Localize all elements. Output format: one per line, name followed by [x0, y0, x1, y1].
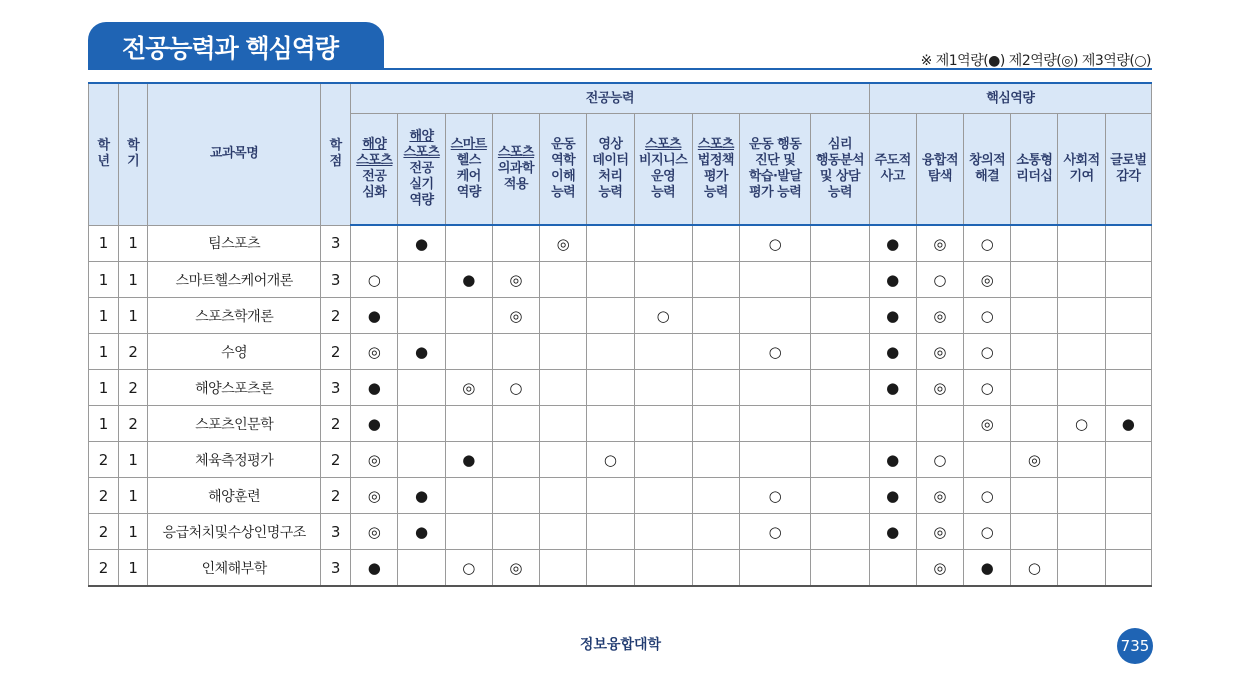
cell-semester: 2: [119, 334, 148, 370]
cell-competency-mark: [740, 370, 811, 406]
cell-competency-mark: ○: [587, 442, 634, 478]
cell-credit: 2: [321, 478, 351, 514]
cell-competency-mark: [1105, 334, 1151, 370]
table-row: [89, 370, 1152, 406]
cell-competency-mark: ◎: [916, 514, 963, 550]
cell-competency-mark: ●: [398, 514, 445, 550]
cell-competency-mark: ○: [740, 334, 811, 370]
cell-competency-mark: [740, 550, 811, 587]
cell-competency-mark: ◎: [492, 262, 539, 298]
cell-competency-mark: [540, 442, 587, 478]
cell-competency-mark: ●: [1105, 406, 1151, 442]
cell-competency-mark: ◎: [916, 370, 963, 406]
page-number: 735: [1117, 628, 1153, 664]
cell-competency-mark: ◎: [351, 514, 398, 550]
cell-competency-mark: [587, 370, 634, 406]
cell-competency-mark: ○: [916, 262, 963, 298]
cell-competency-mark: [964, 442, 1011, 478]
cell-credit: 3: [321, 225, 351, 262]
cell-competency-mark: [811, 514, 869, 550]
cell-competency-mark: [811, 225, 869, 262]
cell-competency-mark: [811, 262, 869, 298]
cell-credit: 3: [321, 370, 351, 406]
cell-competency-mark: [634, 550, 692, 587]
cell-credit: 3: [321, 550, 351, 587]
cell-competency-mark: [692, 406, 739, 442]
header-major-col: 운동 행동 진단 및 학습·발달 평가 능력: [740, 114, 811, 226]
cell-competency-mark: ○: [1058, 406, 1105, 442]
cell-competency-mark: [492, 478, 539, 514]
header-major-col: 심리 행동분석 및 상담 능력: [811, 114, 869, 226]
cell-competency-mark: [351, 225, 398, 262]
cell-year: 1: [89, 262, 119, 298]
cell-competency-mark: [1105, 514, 1151, 550]
cell-competency-mark: [540, 370, 587, 406]
cell-competency-mark: [587, 514, 634, 550]
cell-competency-mark: ○: [964, 225, 1011, 262]
cell-competency-mark: [587, 406, 634, 442]
cell-year: 2: [89, 478, 119, 514]
cell-competency-mark: ○: [351, 262, 398, 298]
cell-competency-mark: [634, 478, 692, 514]
cell-competency-mark: ◎: [916, 298, 963, 334]
cell-competency-mark: [1058, 442, 1105, 478]
cell-competency-mark: [540, 334, 587, 370]
cell-competency-mark: [445, 298, 492, 334]
cell-competency-mark: [398, 442, 445, 478]
cell-competency-mark: [1058, 298, 1105, 334]
cell-subject: 응급처치및수상인명구조: [148, 514, 321, 550]
cell-competency-mark: [811, 406, 869, 442]
cell-competency-mark: ●: [869, 370, 916, 406]
cell-competency-mark: ◎: [540, 225, 587, 262]
header-major-group: 전공능력: [351, 83, 869, 114]
cell-competency-mark: [692, 370, 739, 406]
cell-competency-mark: [869, 550, 916, 587]
cell-year: 1: [89, 298, 119, 334]
cell-competency-mark: [740, 298, 811, 334]
cell-competency-mark: [540, 262, 587, 298]
cell-competency-mark: [634, 442, 692, 478]
cell-competency-mark: [540, 478, 587, 514]
header-core-col: 소통형 리더십: [1011, 114, 1058, 226]
cell-competency-mark: [1105, 262, 1151, 298]
cell-competency-mark: [445, 225, 492, 262]
cell-competency-mark: ◎: [445, 370, 492, 406]
cell-competency-mark: [540, 298, 587, 334]
cell-competency-mark: [445, 406, 492, 442]
cell-competency-mark: ○: [964, 298, 1011, 334]
cell-competency-mark: [1105, 478, 1151, 514]
cell-competency-mark: ○: [964, 478, 1011, 514]
header-core-col: 사회적 기여: [1058, 114, 1105, 226]
table-row: [89, 334, 1152, 370]
cell-competency-mark: [398, 370, 445, 406]
cell-competency-mark: [634, 370, 692, 406]
cell-competency-mark: ◎: [964, 406, 1011, 442]
cell-competency-mark: ●: [445, 262, 492, 298]
cell-competency-mark: ◎: [916, 478, 963, 514]
page-title: 전공능력과 핵심역량: [122, 34, 339, 63]
cell-competency-mark: ◎: [964, 262, 1011, 298]
cell-competency-mark: ●: [398, 334, 445, 370]
table-row: [89, 442, 1152, 478]
cell-semester: 1: [119, 478, 148, 514]
cell-competency-mark: [398, 262, 445, 298]
header-major-col: 영상 데이터 처리 능력: [587, 114, 634, 226]
cell-competency-mark: ◎: [916, 225, 963, 262]
cell-competency-mark: [1105, 550, 1151, 587]
cell-competency-mark: [634, 262, 692, 298]
cell-competency-mark: [692, 478, 739, 514]
header-core-col: 창의적 해결: [964, 114, 1011, 226]
cell-competency-mark: [540, 514, 587, 550]
cell-competency-mark: ●: [869, 298, 916, 334]
cell-competency-mark: [740, 262, 811, 298]
cell-competency-mark: [492, 406, 539, 442]
cell-competency-mark: ◎: [351, 442, 398, 478]
cell-competency-mark: [740, 406, 811, 442]
cell-competency-mark: ○: [964, 370, 1011, 406]
table-row: [89, 262, 1152, 298]
cell-competency-mark: [540, 550, 587, 587]
cell-competency-mark: ○: [634, 298, 692, 334]
cell-competency-mark: [398, 550, 445, 587]
cell-competency-mark: ●: [398, 225, 445, 262]
cell-competency-mark: [740, 442, 811, 478]
cell-competency-mark: [1011, 478, 1058, 514]
table-row: [89, 298, 1152, 334]
table-row: [89, 550, 1152, 587]
cell-competency-mark: ◎: [916, 550, 963, 587]
cell-semester: 1: [119, 442, 148, 478]
cell-competency-mark: ◎: [916, 334, 963, 370]
cell-competency-mark: [811, 370, 869, 406]
cell-competency-mark: [445, 334, 492, 370]
cell-competency-mark: [398, 298, 445, 334]
cell-subject: 체육측정평가: [148, 442, 321, 478]
cell-credit: 3: [321, 262, 351, 298]
cell-competency-mark: [1105, 370, 1151, 406]
cell-competency-mark: ○: [492, 370, 539, 406]
cell-competency-mark: [587, 298, 634, 334]
cell-competency-mark: [1011, 370, 1058, 406]
cell-competency-mark: [634, 334, 692, 370]
cell-competency-mark: [1011, 406, 1058, 442]
cell-competency-mark: [692, 550, 739, 587]
header-major-col: 해양 스포츠 전공 실기 역량: [398, 114, 445, 226]
cell-competency-mark: ●: [351, 298, 398, 334]
cell-competency-mark: [692, 514, 739, 550]
cell-competency-mark: ○: [740, 478, 811, 514]
cell-competency-mark: [1011, 262, 1058, 298]
cell-year: 2: [89, 442, 119, 478]
cell-competency-mark: [869, 406, 916, 442]
cell-competency-mark: ○: [916, 442, 963, 478]
cell-competency-mark: ●: [351, 370, 398, 406]
cell-semester: 1: [119, 225, 148, 262]
cell-competency-mark: ○: [740, 514, 811, 550]
header-major-col: 스포츠 법정책 평가 능력: [692, 114, 739, 226]
cell-competency-mark: [811, 442, 869, 478]
cell-competency-mark: [692, 298, 739, 334]
cell-competency-mark: [587, 478, 634, 514]
cell-semester: 2: [119, 370, 148, 406]
cell-competency-mark: [445, 478, 492, 514]
header-subject: 교과목명: [148, 83, 321, 225]
cell-competency-mark: [492, 514, 539, 550]
cell-credit: 3: [321, 514, 351, 550]
cell-subject: 해양훈련: [148, 478, 321, 514]
competency-table: [88, 82, 1152, 587]
table-row: [89, 514, 1152, 550]
table-row: [89, 478, 1152, 514]
cell-competency-mark: [634, 406, 692, 442]
cell-competency-mark: [692, 225, 739, 262]
cell-year: 2: [89, 550, 119, 587]
cell-competency-mark: ◎: [1011, 442, 1058, 478]
cell-competency-mark: [1058, 262, 1105, 298]
cell-competency-mark: ◎: [492, 550, 539, 587]
cell-competency-mark: [540, 406, 587, 442]
cell-competency-mark: [1058, 225, 1105, 262]
cell-competency-mark: [587, 334, 634, 370]
cell-semester: 1: [119, 262, 148, 298]
header-credit: 학 점: [321, 83, 351, 225]
cell-competency-mark: [587, 262, 634, 298]
cell-credit: 2: [321, 442, 351, 478]
cell-competency-mark: ●: [398, 478, 445, 514]
header-major-col: 해양 스포츠 전공 심화: [351, 114, 398, 226]
table-row: [89, 225, 1152, 262]
cell-credit: 2: [321, 406, 351, 442]
cell-semester: 1: [119, 550, 148, 587]
cell-competency-mark: [811, 298, 869, 334]
cell-competency-mark: ●: [869, 225, 916, 262]
cell-competency-mark: [1058, 514, 1105, 550]
cell-competency-mark: [1011, 225, 1058, 262]
cell-competency-mark: [1058, 334, 1105, 370]
cell-competency-mark: [587, 550, 634, 587]
cell-competency-mark: [445, 514, 492, 550]
cell-competency-mark: [692, 262, 739, 298]
cell-subject: 수영: [148, 334, 321, 370]
cell-competency-mark: ◎: [351, 478, 398, 514]
cell-semester: 1: [119, 298, 148, 334]
cell-subject: 팀스포츠: [148, 225, 321, 262]
cell-competency-mark: [916, 406, 963, 442]
cell-year: 1: [89, 334, 119, 370]
cell-competency-mark: [1058, 478, 1105, 514]
header-major-col: 스마트 헬스 케어 역량: [445, 114, 492, 226]
cell-competency-mark: [811, 334, 869, 370]
header-core-col: 융합적 탐색: [916, 114, 963, 226]
cell-competency-mark: ○: [740, 225, 811, 262]
cell-competency-mark: [492, 442, 539, 478]
header-major-col: 스포츠 의과학 적용: [492, 114, 539, 226]
cell-competency-mark: ●: [351, 406, 398, 442]
cell-semester: 2: [119, 406, 148, 442]
cell-competency-mark: [1105, 442, 1151, 478]
cell-competency-mark: ●: [964, 550, 1011, 587]
cell-competency-mark: [1105, 225, 1151, 262]
cell-credit: 2: [321, 334, 351, 370]
table-row: [89, 406, 1152, 442]
cell-subject: 해양스포츠론: [148, 370, 321, 406]
cell-competency-mark: [587, 225, 634, 262]
cell-competency-mark: ●: [869, 334, 916, 370]
cell-subject: 인체해부학: [148, 550, 321, 587]
cell-competency-mark: [492, 225, 539, 262]
cell-subject: 스포츠학개론: [148, 298, 321, 334]
cell-competency-mark: [634, 514, 692, 550]
cell-competency-mark: ●: [869, 442, 916, 478]
header-core-col: 주도적 사고: [869, 114, 916, 226]
header-core-group: 핵심역량: [869, 83, 1151, 114]
cell-competency-mark: ○: [964, 514, 1011, 550]
cell-competency-mark: [398, 406, 445, 442]
header-semester: 학 기: [119, 83, 148, 225]
cell-competency-mark: [1058, 370, 1105, 406]
cell-competency-mark: ●: [351, 550, 398, 587]
cell-competency-mark: [492, 334, 539, 370]
cell-competency-mark: [811, 550, 869, 587]
cell-competency-mark: ○: [445, 550, 492, 587]
cell-year: 1: [89, 406, 119, 442]
cell-year: 1: [89, 370, 119, 406]
cell-subject: 스마트헬스케어개론: [148, 262, 321, 298]
cell-competency-mark: ●: [445, 442, 492, 478]
cell-competency-mark: [692, 442, 739, 478]
cell-competency-mark: [1011, 334, 1058, 370]
header-core-col: 글로벌 감각: [1105, 114, 1151, 226]
cell-competency-mark: ◎: [492, 298, 539, 334]
cell-competency-mark: ◎: [351, 334, 398, 370]
cell-competency-mark: [1105, 298, 1151, 334]
header-major-col: 스포츠 비지니스 운영 능력: [634, 114, 692, 226]
cell-competency-mark: [811, 478, 869, 514]
cell-competency-mark: [1011, 298, 1058, 334]
cell-competency-mark: [1011, 514, 1058, 550]
cell-subject: 스포츠인문학: [148, 406, 321, 442]
cell-competency-mark: ●: [869, 514, 916, 550]
cell-competency-mark: ○: [1011, 550, 1058, 587]
cell-semester: 1: [119, 514, 148, 550]
header-year: 학 년: [89, 83, 119, 225]
cell-competency-mark: [692, 334, 739, 370]
cell-competency-mark: ○: [964, 334, 1011, 370]
cell-competency-mark: ●: [869, 262, 916, 298]
header-major-col: 운동 역학 이해 능력: [540, 114, 587, 226]
section-title-tab: [88, 22, 384, 68]
cell-competency-mark: [1058, 550, 1105, 587]
cell-competency-mark: [634, 225, 692, 262]
cell-credit: 2: [321, 298, 351, 334]
competency-legend: ※ 제1역량(●) 제2역량(◎) 제3역량(○): [920, 53, 1151, 69]
cell-year: 2: [89, 514, 119, 550]
college-name: 정보융합대학: [579, 637, 662, 653]
cell-year: 1: [89, 225, 119, 262]
cell-competency-mark: ●: [869, 478, 916, 514]
